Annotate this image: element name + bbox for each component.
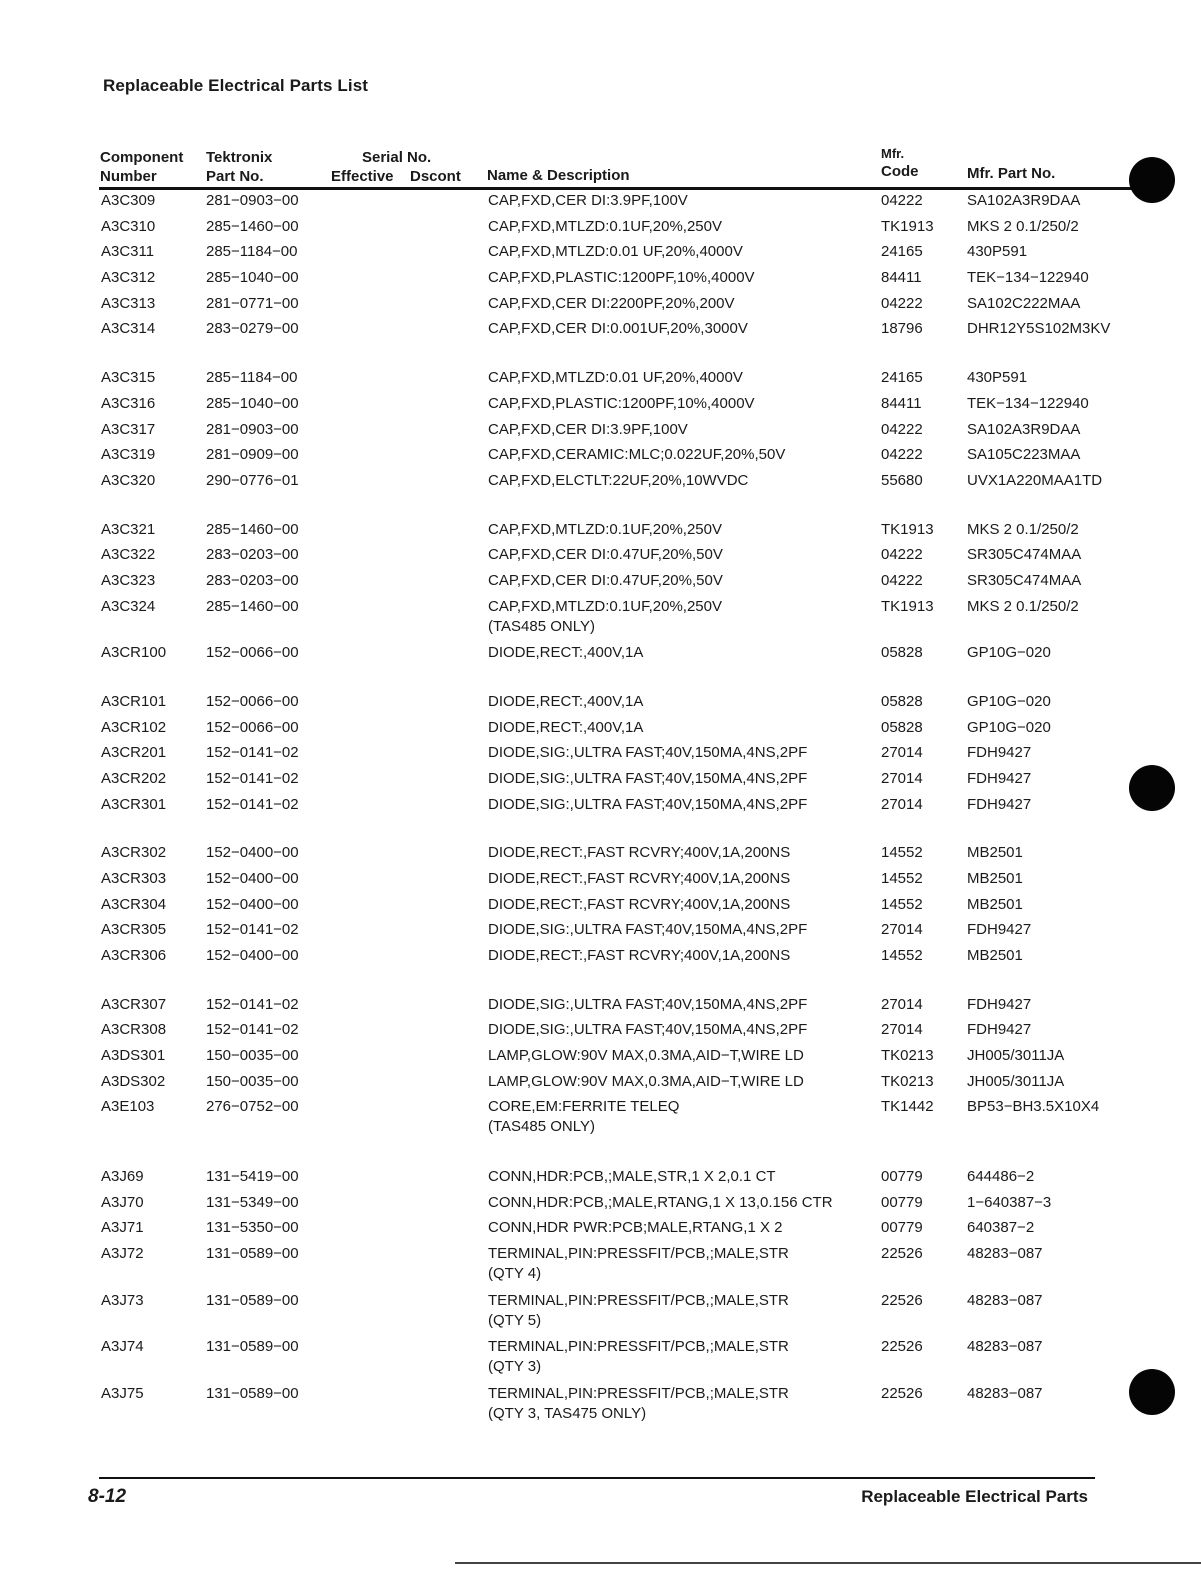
name-description [488,420,688,440]
name-description [488,520,722,540]
component-number: A3J72 [101,1245,144,1262]
table-row [0,1243,1201,1290]
tektronix-part-no: 152−0141−02 [206,921,299,939]
mfr-part-no: MB2501 [967,947,1023,964]
mfr-code: 04222 [881,294,923,312]
name-description [488,1291,789,1331]
mfr-code: TK1442 [881,1098,934,1116]
name-description [488,843,790,863]
name-description [488,895,790,915]
tektronix-part-no: 283−0203−00 [206,571,299,589]
table-row [0,1217,1201,1243]
tektronix-part-no: 150−0035−00 [206,1047,299,1065]
mfr-code: 14552 [881,947,923,964]
description-text: CAP,FXD,CER DI:2200PF,20%,200V [488,294,735,312]
mfr-code: TK0213 [881,1072,934,1090]
component-number: A3CR101 [101,692,167,710]
mfr-code: TK1913 [881,597,934,615]
mfr-part-no: SA102A3R9DAA [967,420,1081,438]
table-row [0,742,1201,768]
component-number: A3J74 [101,1338,144,1355]
name-description [488,445,785,465]
mfr-code: 04222 [881,420,923,438]
footer-section-title: Replaceable Electrical Parts [861,1487,1088,1506]
table-row [0,190,1201,216]
name-description [488,769,807,789]
description-text: CAP,FXD,CER DI:3.9PF,100V [488,420,688,438]
mfr-code: 04222 [881,192,923,209]
col-mfr-part-no: Mfr. Part No. [967,165,1056,182]
table-row [0,994,1201,1020]
mfr-part-no: GP10G−020 [967,692,1051,710]
mfr-part-no: SA105C223MAA [967,446,1081,464]
mfr-part-no: MB2501 [967,895,1023,913]
tektronix-part-no: 131−0589−00 [206,1384,299,1402]
description-text: CAP,FXD,CER DI:0.47UF,20%,50V [488,571,723,589]
mfr-part-no: MB2501 [967,844,1023,862]
name-description [488,743,807,763]
mfr-part-no: 48283−087 [967,1291,1043,1309]
mfr-code: 84411 [881,269,922,287]
mfr-code: 22526 [881,1245,923,1262]
mfr-code: 27014 [881,744,923,762]
page-title: Replaceable Electrical Parts List [103,76,369,95]
mfr-code: TK0213 [881,1047,934,1065]
tektronix-part-no: 152−0066−00 [206,692,299,710]
mfr-part-no: 48283−087 [967,1245,1043,1262]
mfr-code: 24165 [881,369,923,387]
description-text: CAP,FXD,CER DI:0.001UF,20%,3000V [488,320,748,338]
description-text: CAP,FXD,MTLZD:0.1UF,20%,250V [488,520,722,538]
name-description [488,571,723,591]
table-row [0,1045,1201,1071]
col-tektronix-line2: Part No. [206,168,264,185]
tektronix-part-no: 276−0752−00 [206,1098,299,1116]
component-number: A3J69 [101,1167,144,1185]
tektronix-part-no: 131−0589−00 [206,1338,299,1355]
description-note: (QTY 4) [488,1265,542,1282]
component-number: A3C314 [101,320,156,338]
name-description [488,946,790,966]
name-description [488,242,743,262]
description-text: DIODE,SIG:,ULTRA FAST;40V,150MA,4NS,2PF [488,769,808,787]
description-text: DIODE,SIG:,ULTRA FAST;40V,150MA,4NS,2PF [488,1021,808,1039]
table-row [0,1096,1201,1143]
description-text: DIODE,RECT:,400V,1A [488,692,644,710]
mfr-code: 27014 [881,795,923,813]
table-row [0,945,1201,971]
table-row [0,570,1201,596]
tektronix-part-no: 281−0909−00 [206,446,299,464]
tektronix-part-no: 152−0400−00 [206,895,299,913]
table-row [0,393,1201,419]
description-text: CAP,FXD,CER DI:3.9PF,100V [488,192,688,209]
mfr-part-no: SR305C474MAA [967,546,1082,564]
name-description [488,294,735,314]
name-description [488,1046,804,1066]
mfr-code: 27014 [881,769,923,787]
mfr-code: 04222 [881,446,923,464]
description-text: CAP,FXD,MTLZD:0.01 UF,20%,4000V [488,369,743,387]
mfr-code: 00779 [881,1193,923,1211]
component-number: A3DS302 [101,1072,166,1090]
component-number: A3C317 [101,420,156,438]
component-number: A3CR100 [101,644,167,662]
table-row [0,642,1201,668]
punch-hole [1129,1369,1175,1415]
mfr-code: 14552 [881,895,923,913]
component-number: A3CR308 [101,1021,167,1039]
table-row [0,1290,1201,1337]
mfr-code: 18796 [881,320,923,338]
bottom-edge-rule [455,1562,1201,1564]
punch-hole [1129,765,1175,811]
footer-rule [99,1477,1095,1479]
description-text: TERMINAL,PIN:PRESSFIT/PCB,;MALE,STR [488,1291,789,1309]
tektronix-part-no: 131−5350−00 [206,1219,299,1237]
component-number: A3C310 [101,217,156,235]
component-number: A3C315 [101,369,156,387]
description-text: DIODE,RECT:,FAST RCVRY;400V,1A,200NS [488,947,791,964]
mfr-code: TK1913 [881,520,934,538]
mfr-part-no: FDH9427 [967,995,1032,1013]
col-name-description: Name & Description [487,167,630,184]
component-number: A3CR301 [101,795,167,813]
component-number: A3C319 [101,446,156,464]
tektronix-part-no: 285−1460−00 [206,520,299,538]
component-number: A3E103 [101,1098,155,1116]
mfr-code: 27014 [881,1021,923,1039]
description-text: DIODE,SIG:,ULTRA FAST;40V,150MA,4NS,2PF [488,744,808,762]
tektronix-part-no: 281−0903−00 [206,192,299,209]
table-row [0,596,1201,643]
mfr-code: 05828 [881,692,923,710]
table-row [0,868,1201,894]
description-note: (TAS485 ONLY) [488,617,595,635]
mfr-part-no: JH005/3011JA [967,1072,1065,1090]
name-description [488,1337,789,1377]
col-mfr-code-line1: Mfr. [881,146,905,161]
mfr-code: 27014 [881,921,923,939]
mfr-part-no: 640387−2 [967,1219,1035,1237]
punch-hole [1129,157,1175,203]
tektronix-part-no: 152−0400−00 [206,947,299,964]
table-row [0,842,1201,868]
col-mfr-code-line2: Code [881,163,919,180]
component-number: A3J73 [101,1291,144,1309]
col-tektronix-part [206,148,272,186]
mfr-part-no: DHR12Y5S102M3KV [967,320,1111,338]
mfr-code: 04222 [881,546,923,564]
mfr-part-no: TEK−134−122940 [967,269,1089,287]
component-number: A3J71 [101,1219,144,1237]
name-description [488,869,790,889]
description-text: CORE,EM:FERRITE TELEQ [488,1098,680,1116]
component-number: A3DS301 [101,1047,166,1065]
description-text: TERMINAL,PIN:PRESSFIT/PCB,;MALE,STR [488,1245,789,1262]
name-description [488,1193,833,1213]
description-text: CAP,FXD,CER DI:0.47UF,20%,50V [488,546,723,564]
mfr-part-no: 430P591 [967,243,1028,261]
component-number: A3J75 [101,1384,144,1402]
description-text: DIODE,RECT:,400V,1A [488,644,644,662]
description-text: CAP,FXD,PLASTIC:1200PF,10%,4000V [488,394,755,412]
description-text: DIODE,SIG:,ULTRA FAST;40V,150MA,4NS,2PF [488,921,808,939]
name-description [488,545,723,565]
mfr-part-no: SA102A3R9DAA [967,192,1081,209]
table-row [0,444,1201,470]
name-description [488,471,748,491]
mfr-code: 24165 [881,243,923,261]
component-number: A3CR201 [101,744,167,762]
description-text: CAP,FXD,MTLZD:0.1UF,20%,250V [488,597,722,615]
table-row [0,318,1201,344]
table-row [0,1336,1201,1383]
component-number: A3C322 [101,546,156,564]
mfr-part-no: MB2501 [967,869,1023,887]
tektronix-part-no: 152−0141−02 [206,1021,299,1039]
component-number: A3C321 [101,520,156,538]
mfr-code: TK1913 [881,217,934,235]
page-number: 8-12 [88,1486,127,1507]
tektronix-part-no: 150−0035−00 [206,1072,299,1090]
name-description [488,1072,804,1092]
tektronix-part-no: 285−1460−00 [206,217,299,235]
table-row [0,1192,1201,1218]
tektronix-part-no: 131−0589−00 [206,1291,299,1309]
name-description [488,920,807,940]
name-description [488,268,755,288]
table-row [0,691,1201,717]
name-description [488,191,688,211]
mfr-part-no: MKS 2 0.1/250/2 [967,597,1079,615]
name-description [488,1020,807,1040]
name-description [488,394,755,414]
mfr-part-no: MKS 2 0.1/250/2 [967,520,1079,538]
description-text: DIODE,RECT:,FAST RCVRY;400V,1A,200NS [488,869,791,887]
table-row [0,1383,1201,1430]
col-serial-dscont: Dscont [410,168,461,185]
table-row [0,894,1201,920]
tektronix-part-no: 285−1460−00 [206,597,299,615]
description-text: LAMP,GLOW:90V MAX,0.3MA,AID−T,WIRE LD [488,1047,804,1065]
name-description [488,643,643,663]
component-number: A3C313 [101,294,156,312]
tektronix-part-no: 152−0400−00 [206,844,299,862]
description-text: CAP,FXD,CERAMIC:MLC;0.022UF,20%,50V [488,446,786,464]
mfr-part-no: UVX1A220MAA1TD [967,471,1103,489]
table-row [0,216,1201,242]
tektronix-part-no: 152−0141−02 [206,769,299,787]
tektronix-part-no: 283−0203−00 [206,546,299,564]
mfr-code: 22526 [881,1384,923,1402]
mfr-code: 00779 [881,1219,923,1237]
table-row [0,241,1201,267]
parts-table [0,190,1201,1429]
mfr-code: 84411 [881,394,922,412]
mfr-code: 05828 [881,644,923,662]
component-number: A3C311 [101,243,155,261]
description-text: DIODE,SIG:,ULTRA FAST;40V,150MA,4NS,2PF [488,995,808,1013]
name-description [488,1167,776,1187]
description-text: TERMINAL,PIN:PRESSFIT/PCB,;MALE,STR [488,1384,789,1402]
mfr-part-no: 48283−087 [967,1338,1043,1355]
mfr-code: 05828 [881,718,923,736]
mfr-part-no: FDH9427 [967,769,1032,787]
component-number: A3C324 [101,597,156,615]
component-number: A3C309 [101,192,156,209]
mfr-part-no: GP10G−020 [967,718,1051,736]
name-description [488,597,722,637]
description-text: CAP,FXD,MTLZD:0.01 UF,20%,4000V [488,243,743,261]
name-description [488,1097,679,1137]
mfr-code: 55680 [881,471,923,489]
mfr-part-no: FDH9427 [967,744,1032,762]
mfr-part-no: FDH9427 [967,1021,1032,1039]
description-text: CONN,HDR:PCB,;MALE,RTANG,1 X 13,0.156 CTR [488,1193,833,1211]
mfr-part-no: MKS 2 0.1/250/2 [967,217,1079,235]
table-row [0,419,1201,445]
table-row [0,717,1201,743]
description-text: DIODE,RECT:,400V,1A [488,718,644,736]
mfr-part-no: SA102C222MAA [967,294,1081,312]
table-row [0,919,1201,945]
table-row [0,367,1201,393]
mfr-part-no: SR305C474MAA [967,571,1082,589]
description-note: (QTY 3) [488,1358,542,1375]
table-row [0,293,1201,319]
mfr-part-no: 48283−087 [967,1384,1043,1402]
description-note: (QTY 3, TAS475 ONLY) [488,1404,647,1422]
description-text: CAP,FXD,MTLZD:0.1UF,20%,250V [488,217,722,235]
name-description [488,1218,783,1238]
description-text: CAP,FXD,ELCTLT:22UF,20%,10WVDC [488,471,749,489]
table-row [0,470,1201,496]
component-number: A3CR303 [101,869,167,887]
name-description [488,217,722,237]
description-note: (TAS485 ONLY) [488,1118,595,1136]
mfr-part-no: FDH9427 [967,795,1032,813]
name-description [488,1384,789,1424]
component-number: A3CR202 [101,769,167,787]
description-text: CONN,HDR:PCB,;MALE,STR,1 X 2,0.1 CT [488,1167,776,1185]
component-number: A3CR305 [101,921,167,939]
tektronix-part-no: 285−1184−00 [206,243,298,261]
col-mfr-code [881,146,919,181]
tektronix-part-no: 290−0776−01 [206,471,299,489]
tektronix-part-no: 152−0400−00 [206,869,299,887]
col-serial-header: Serial No. [362,149,432,166]
name-description [488,1244,789,1284]
mfr-code: 27014 [881,995,923,1013]
mfr-code: 22526 [881,1291,923,1309]
tektronix-part-no: 152−0066−00 [206,718,299,736]
mfr-code: 14552 [881,844,923,862]
tektronix-part-no: 131−5419−00 [206,1167,299,1185]
description-note: (QTY 5) [488,1311,542,1329]
tektronix-part-no: 131−0589−00 [206,1245,299,1262]
table-row [0,1166,1201,1192]
component-number: A3C316 [101,394,156,412]
col-component-number [100,148,183,186]
description-text: CAP,FXD,PLASTIC:1200PF,10%,4000V [488,269,755,287]
tektronix-part-no: 152−0141−02 [206,744,299,762]
description-text: TERMINAL,PIN:PRESSFIT/PCB,;MALE,STR [488,1338,789,1355]
col-component-line1: Component [100,149,184,166]
component-number: A3CR304 [101,895,167,913]
table-row [0,267,1201,293]
mfr-code: 22526 [881,1338,923,1355]
tektronix-part-no: 285−1040−00 [206,394,299,412]
mfr-part-no: 644486−2 [967,1167,1035,1185]
component-number: A3C323 [101,571,156,589]
component-number: A3C320 [101,471,156,489]
mfr-code: 14552 [881,869,923,887]
tektronix-part-no: 281−0903−00 [206,420,299,438]
mfr-part-no: TEK−134−122940 [967,394,1089,412]
tektronix-part-no: 152−0141−02 [206,795,299,813]
tektronix-part-no: 285−1184−00 [206,369,298,387]
mfr-part-no: 430P591 [967,369,1028,387]
name-description [488,718,643,738]
component-number: A3C312 [101,269,156,287]
tektronix-part-no: 131−5349−00 [206,1193,299,1211]
description-text: DIODE,SIG:,ULTRA FAST;40V,150MA,4NS,2PF [488,795,808,813]
name-description [488,995,807,1015]
table-row [0,794,1201,820]
mfr-code: 04222 [881,571,923,589]
mfr-code: 00779 [881,1167,923,1185]
mfr-part-no: 1−640387−3 [967,1193,1052,1211]
table-row [0,519,1201,545]
table-row [0,544,1201,570]
component-number: A3J70 [101,1193,144,1211]
tektronix-part-no: 152−0066−00 [206,644,299,662]
name-description [488,368,743,388]
component-number: A3CR302 [101,844,167,862]
name-description [488,692,643,712]
col-serial-effective: Effective [331,168,394,185]
tektronix-part-no: 152−0141−02 [206,995,299,1013]
description-text: LAMP,GLOW:90V MAX,0.3MA,AID−T,WIRE LD [488,1072,804,1090]
mfr-part-no: JH005/3011JA [967,1047,1065,1065]
description-text: DIODE,RECT:,FAST RCVRY;400V,1A,200NS [488,844,791,862]
component-number: A3CR307 [101,995,167,1013]
description-text: DIODE,RECT:,FAST RCVRY;400V,1A,200NS [488,895,791,913]
name-description [488,319,748,339]
table-row [0,1019,1201,1045]
component-number: A3CR306 [101,947,167,964]
description-text: CONN,HDR PWR:PCB;MALE,RTANG,1 X 2 [488,1219,783,1237]
col-component-line2: Number [100,168,157,185]
tektronix-part-no: 281−0771−00 [206,294,299,312]
table-row [0,768,1201,794]
mfr-part-no: BP53−BH3.5X10X4 [967,1098,1100,1116]
tektronix-part-no: 283−0279−00 [206,320,299,338]
component-number: A3CR102 [101,718,167,736]
mfr-part-no: FDH9427 [967,921,1032,939]
tektronix-part-no: 285−1040−00 [206,269,299,287]
col-tektronix-line1: Tektronix [206,149,273,166]
table-row [0,1071,1201,1097]
name-description [488,795,807,815]
mfr-part-no: GP10G−020 [967,644,1051,662]
